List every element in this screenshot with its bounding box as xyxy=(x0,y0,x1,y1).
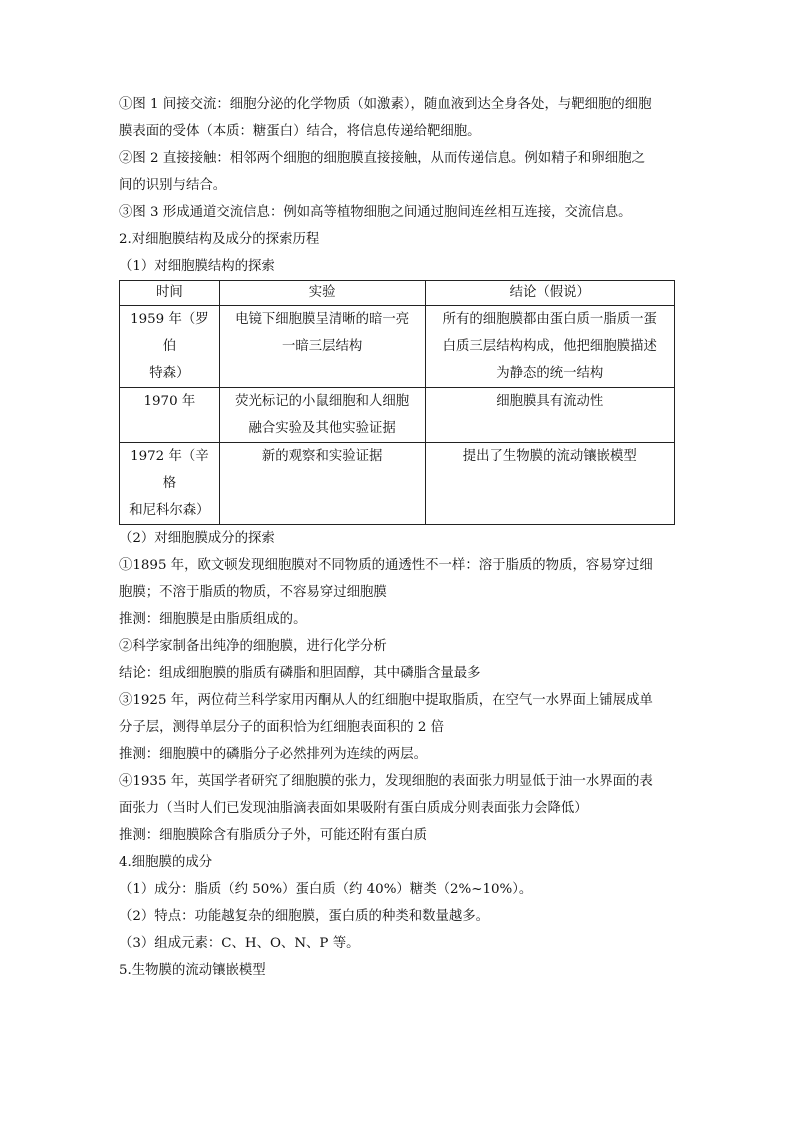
section-2-title: 2.对细胞膜结构及成分的探索历程 xyxy=(119,232,320,247)
text-line: 间的识别与结合。 xyxy=(119,178,227,193)
table-cell-time xyxy=(120,306,220,388)
table-row xyxy=(120,306,675,388)
table-cell-conclusion xyxy=(425,306,674,388)
conclusion-line: 结论：组成细胞膜的脂质有磷脂和胆固醇，其中磷脂含量最多 xyxy=(119,666,481,681)
component-item: （1）成分：脂质（约 50%）蛋白质（约 40%）糖类（2%~10%）。 xyxy=(119,882,533,897)
subsection-2-title: （2）对细胞膜成分的探索 xyxy=(119,531,275,546)
cell-line: 所有的细胞膜都由蛋白质一脂质一蛋 xyxy=(442,312,657,327)
composition-item-1 xyxy=(119,552,679,606)
table-cell-conclusion xyxy=(425,388,674,443)
table-header-row xyxy=(120,281,675,306)
header-experiment: 实验 xyxy=(219,281,425,306)
cell-line: 一暗三层结构 xyxy=(281,339,363,354)
cell-line: 荧光标记的小鼠细胞和人细胞 xyxy=(235,394,410,409)
cell-line: 1970 年 xyxy=(143,394,196,409)
element-item: （3）组成元素：C、H、O、N、P 等。 xyxy=(119,936,360,951)
text-line: 面张力（当时人们已发现油脂滴表面如果吸附有蛋白质成分则表面张力会降低） xyxy=(119,801,588,816)
intro-paragraph-3 xyxy=(119,199,679,226)
cell-line: 融合实验及其他实验证据 xyxy=(248,421,396,436)
text-line: ①图 1 间接交流：细胞分泌的化学物质（如激素），随血液到达全身各处，与靶细胞的细胞 xyxy=(119,97,652,112)
cell-line: 电镜下细胞膜呈清晰的暗一亮 xyxy=(235,312,410,327)
cell-line: 提出了生物膜的流动镶嵌模型 xyxy=(462,449,637,464)
text-line: ①1895 年，欧文顿发现细胞膜对不同物质的通透性不一样：溶于脂质的物质，容易穿过细 xyxy=(119,558,653,573)
cell-line: 为静态的统一结构 xyxy=(496,366,604,381)
intro-paragraph-1 xyxy=(119,91,679,145)
document-content xyxy=(119,91,679,984)
table-row xyxy=(120,388,675,443)
text-line: ③1925 年，两位荷兰科学家用丙酮从人的红细胞中提取脂质，在空气一水界面上铺展成单 xyxy=(119,693,653,708)
table-cell-experiment xyxy=(219,306,425,388)
text-line: ②图 2 直接接触：相邻两个细胞的细胞膜直接接触，从而传递信息。例如精子和卵细胞之 xyxy=(119,151,645,166)
inference-line: 推测：细胞膜除含有脂质分子外，可能还附有蛋白质 xyxy=(119,828,427,843)
section-5-title: 5.生物膜的流动镶嵌模型 xyxy=(119,963,266,978)
composition-item-4 xyxy=(119,768,679,822)
text-line: ④1935 年，英国学者研究了细胞膜的张力，发现细胞的表面张力明显低于油一水界面的表 xyxy=(119,774,653,789)
table-cell-experiment xyxy=(219,388,425,443)
text-line: ③图 3 形成通道交流信息：例如高等植物细胞之间通过胞间连丝相互连接，交流信息。 xyxy=(119,205,632,220)
text-line: 膜表面的受体（本质：糖蛋白）结合，将信息传递给靶细胞。 xyxy=(119,124,481,139)
section-4-title: 4.细胞膜的成分 xyxy=(119,855,213,870)
text-line: 胞膜；不溶于脂质的物质，不容易穿过细胞膜 xyxy=(119,585,387,600)
inference-line: 推测：细胞膜中的磷脂分子必然排列为连续的两层。 xyxy=(119,747,427,762)
cell-line: 和尼科尔森） xyxy=(129,503,210,518)
table-cell-time xyxy=(120,443,220,525)
intro-paragraph-2 xyxy=(119,145,679,199)
composition-item-2: ②科学家制备出纯净的细胞膜，进行化学分析 xyxy=(119,639,387,654)
cell-line: 1959 年（罗伯 xyxy=(130,312,209,354)
cell-line: 特森） xyxy=(149,366,190,381)
membrane-structure-table xyxy=(119,280,675,525)
subsection-1-title: （1）对细胞膜结构的探索 xyxy=(119,259,275,274)
cell-line: 1972 年（辛格 xyxy=(130,449,209,491)
table-cell-experiment xyxy=(219,443,425,525)
cell-line: 新的观察和实验证据 xyxy=(261,449,383,464)
table-row xyxy=(120,443,675,525)
cell-line: 白质三层结构构成，他把细胞膜描述 xyxy=(442,339,657,354)
header-conclusion: 结论（假说） xyxy=(425,281,674,306)
cell-line: 细胞膜具有流动性 xyxy=(496,394,604,409)
inference-line: 推测：细胞膜是由脂质组成的。 xyxy=(119,612,307,627)
header-time: 时间 xyxy=(120,281,220,306)
text-line: 分子层，测得单层分子的面积恰为红细胞表面积的 2 倍 xyxy=(119,720,445,735)
feature-item: （2）特点：功能越复杂的细胞膜，蛋白质的种类和数量越多。 xyxy=(119,909,490,924)
table-cell-time xyxy=(120,388,220,443)
table-cell-conclusion xyxy=(425,443,674,525)
composition-item-3 xyxy=(119,687,679,741)
